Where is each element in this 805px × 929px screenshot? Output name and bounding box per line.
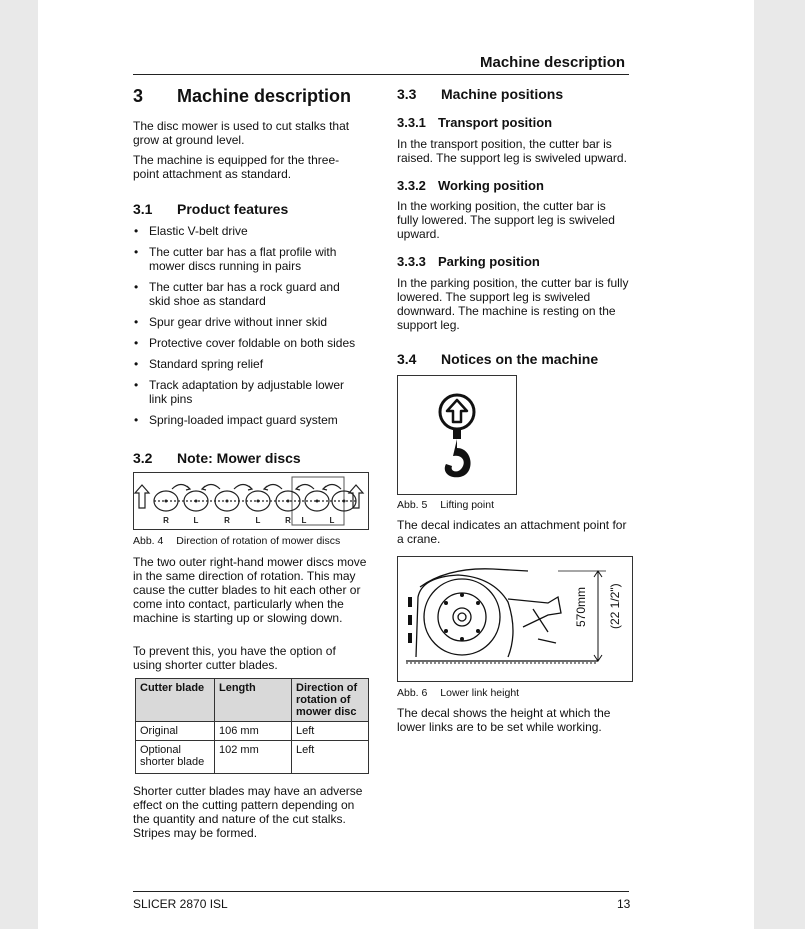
- section-number: 3.3.3: [397, 254, 426, 269]
- figure-6-caption: [397, 687, 519, 699]
- disc-label: R: [224, 516, 230, 525]
- section-number: 3.3.1: [397, 115, 426, 130]
- footer-model: SLICER 2870 ISL: [133, 897, 228, 911]
- list-item: • Spring-loaded impact guard system: [133, 413, 364, 427]
- table-header-cell: Length: [215, 679, 292, 722]
- running-header: Machine description: [480, 54, 626, 71]
- section-title: Product features: [177, 201, 289, 217]
- mower-disc-rotation-figure: [133, 472, 369, 530]
- table-header-cell: Direction of rotation of mower disc: [292, 679, 369, 722]
- disc-label: L: [255, 516, 261, 525]
- lifting-point-figure: [397, 375, 517, 495]
- section-3-2-paragraph-2: To prevent this, you have the option of using shorter cutter blades.: [133, 644, 336, 672]
- table-cell: Left: [292, 741, 369, 774]
- cutter-blade-table: [135, 678, 369, 774]
- section-3-3-3-heading: [397, 254, 540, 269]
- working-position-text: In the working position, the cutter bar is fully lowered. The support leg is swiveled upward.: [397, 199, 615, 241]
- section-title: Parking position: [438, 254, 540, 269]
- section-3-3-2-heading: [397, 178, 544, 193]
- section-title: Notices on the machine: [441, 351, 599, 367]
- mower-disc-diagram: [134, 473, 368, 529]
- list-item: • Protective cover foldable on both sides: [133, 336, 364, 350]
- product-features-list: [133, 224, 364, 434]
- caption-number: Abb. 5: [397, 499, 428, 511]
- caption-text: Direction of rotation of mower discs: [176, 535, 341, 547]
- section-number: 3.2: [133, 450, 153, 466]
- table-cell: Optional shorter blade: [136, 741, 215, 774]
- section-3-4-paragraph-2: The decal shows the height at which the lower links are to be set while working.: [397, 706, 611, 734]
- section-title: Note: Mower discs: [177, 450, 301, 466]
- figure-5-caption: [397, 499, 494, 511]
- list-item: • Standard spring relief: [133, 357, 364, 371]
- figure-4-caption: [133, 535, 340, 547]
- transport-position-text: In the transport position, the cutter bar is raised. The support leg is swiveled upward.: [397, 137, 627, 165]
- section-3-heading: [133, 86, 352, 107]
- list-item: • Spur gear drive without inner skid: [133, 315, 364, 329]
- table-cell: 102 mm: [215, 741, 292, 774]
- dimension-label: 570mm: [574, 586, 588, 627]
- list-item: • The cutter bar has a rock guard and skid shoe as standard: [133, 280, 364, 308]
- disc-label: L: [329, 516, 335, 525]
- section-3-2-heading: [133, 450, 301, 466]
- section-number: 3.1: [133, 201, 153, 217]
- table-header-cell: Cutter blade: [136, 679, 215, 722]
- disc-label: L: [193, 516, 199, 525]
- crane-hook-icon: [398, 376, 516, 494]
- section-title: Machine description: [177, 86, 352, 106]
- header-rule: [133, 74, 629, 75]
- parking-position-text: In the parking position, the cutter bar is fully lowered. The support leg is swiveled downward. The machine is resting on the support leg.: [397, 276, 629, 332]
- section-3-3-1-heading: [397, 115, 553, 130]
- footer-rule: [133, 891, 629, 892]
- list-item: • Elastic V-belt drive: [133, 224, 364, 238]
- section-number: 3.3: [397, 86, 417, 102]
- table-cell: Left: [292, 722, 369, 741]
- tractor-wheel-illustration: [398, 557, 632, 681]
- section-3-paragraph-2: The machine is equipped for the three-point attachment as standard.: [133, 153, 340, 181]
- section-3-2-paragraph-1: The two outer right-hand mower discs move in the same direction of rotation. This may cause the cutter blades to hit each other or come into contact, particularly when the machine is starting up or slowing down.: [133, 555, 367, 625]
- dimension-inch-label: (22 1/2"): [608, 583, 622, 629]
- list-item: • The cutter bar has a flat profile with mower discs running in pairs: [133, 245, 364, 273]
- section-title: Working position: [438, 178, 544, 193]
- section-title: Machine positions: [441, 86, 564, 102]
- caption-number: Abb. 4: [133, 535, 164, 547]
- section-3-4-heading: [397, 351, 599, 367]
- section-3-paragraph-1: The disc mower is used to cut stalks that grow at ground level.: [133, 119, 350, 147]
- list-item: • Track adaptation by adjustable lower link pins: [133, 378, 364, 406]
- table-row: [136, 722, 369, 741]
- section-3-1-heading: [133, 201, 289, 217]
- disc-label: R: [285, 516, 291, 525]
- section-3-4-paragraph-1: The decal indicates an attachment point for a crane.: [397, 518, 627, 546]
- section-3-3-heading: [397, 86, 564, 102]
- section-3-2-paragraph-3: Shorter cutter blades may have an adverse effect on the cutting pattern depending on the quantity and nature of the cut stalks. Stripes may be formed.: [133, 784, 363, 840]
- section-number: 3: [133, 86, 144, 106]
- table-cell: 106 mm: [215, 722, 292, 741]
- lower-link-height-figure: [397, 556, 633, 682]
- section-number: 3.4: [397, 351, 417, 367]
- caption-number: Abb. 6: [397, 687, 428, 699]
- table-cell: Original: [136, 722, 215, 741]
- caption-text: Lifting point: [440, 499, 494, 511]
- section-title: Transport position: [438, 115, 553, 130]
- section-number: 3.3.2: [397, 178, 426, 193]
- disc-label: L: [301, 516, 307, 525]
- caption-text: Lower link height: [440, 687, 520, 699]
- page-number: 13: [617, 897, 631, 911]
- disc-label: R: [163, 516, 169, 525]
- table-header-row: [136, 679, 369, 722]
- table-row: [136, 741, 369, 774]
